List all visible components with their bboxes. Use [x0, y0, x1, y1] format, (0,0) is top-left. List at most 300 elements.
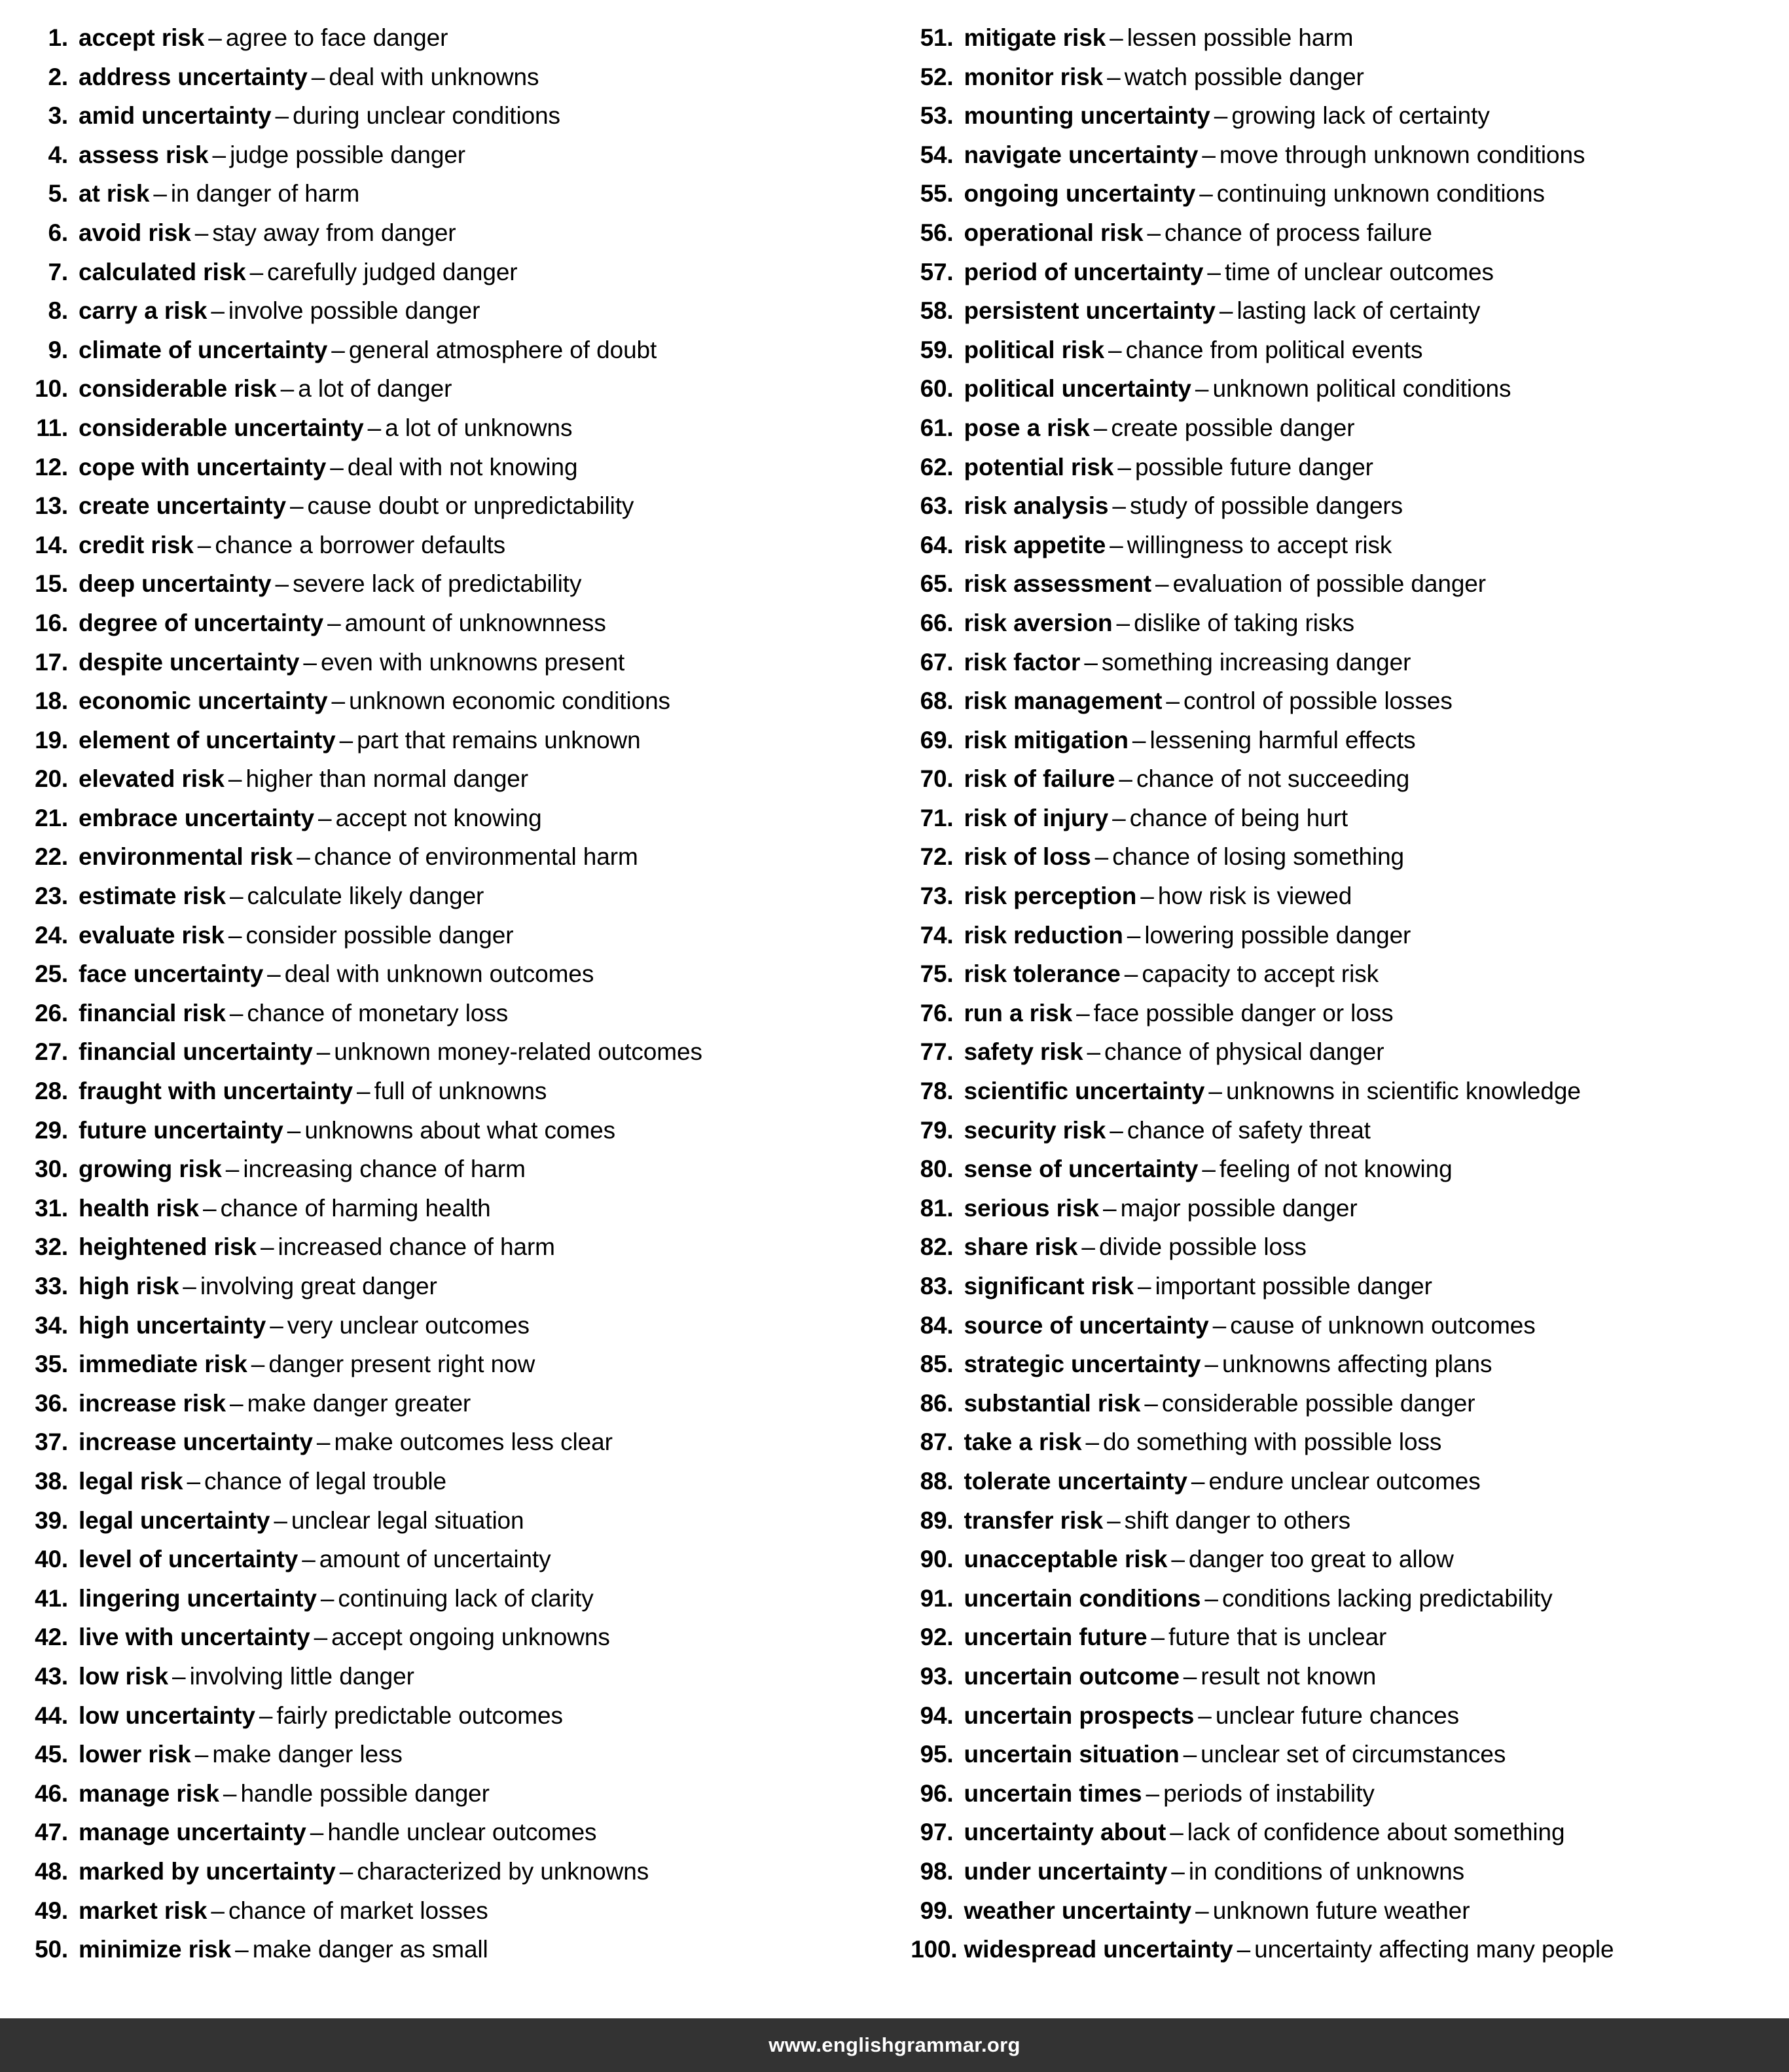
item-term: create uncertainty	[79, 492, 286, 520]
item-term: increase uncertainty	[79, 1428, 313, 1456]
item-definition: how risk is viewed	[1157, 882, 1352, 910]
item-term: high uncertainty	[79, 1311, 266, 1339]
item-separator: –	[223, 1779, 237, 1807]
item-definition: unknowns about what comes	[304, 1116, 615, 1144]
item-term: evaluate risk	[79, 921, 225, 949]
list-item	[908, 643, 1767, 682]
item-term: financial uncertainty	[79, 1038, 313, 1066]
item-definition: watch possible danger	[1124, 63, 1364, 90]
item-number: 82.	[920, 1233, 954, 1261]
item-term: persistent uncertainty	[964, 297, 1216, 325]
list-item	[908, 604, 1767, 643]
item-definition: chance a borrower defaults	[215, 531, 506, 558]
item-number: 51.	[920, 24, 954, 51]
list-item	[22, 1189, 882, 1228]
item-number: 26.	[35, 999, 68, 1027]
list-item	[22, 837, 882, 877]
item-term: monitor risk	[964, 63, 1104, 90]
item-separator: –	[197, 531, 211, 558]
item-number: 67.	[920, 648, 954, 676]
list-item	[908, 799, 1767, 838]
item-number: 62.	[920, 453, 954, 481]
item-definition: stay away from danger	[212, 219, 456, 246]
item-separator: –	[270, 1311, 283, 1339]
item-term: safety risk	[964, 1038, 1083, 1066]
item-separator: –	[339, 726, 353, 754]
item-number: 31.	[35, 1194, 68, 1222]
item-term: carry a risk	[79, 297, 208, 325]
item-term: uncertain outcome	[964, 1662, 1180, 1690]
item-term: uncertain prospects	[964, 1701, 1195, 1729]
item-definition: continuing unknown conditions	[1216, 180, 1545, 208]
item-term: low uncertainty	[79, 1701, 255, 1729]
site-url: www.englishgrammar.org	[768, 2033, 1021, 2056]
item-separator: –	[260, 1233, 274, 1261]
item-term: minimize risk	[79, 1936, 232, 1963]
list-item	[22, 253, 882, 292]
item-number: 89.	[920, 1506, 954, 1534]
item-definition: periods of instability	[1163, 1779, 1375, 1807]
item-definition: chance of environmental harm	[314, 843, 638, 871]
item-term: mitigate risk	[964, 24, 1106, 51]
item-definition: involving great danger	[200, 1273, 437, 1300]
item-number: 93.	[920, 1662, 954, 1690]
item-term: widespread uncertainty	[964, 1936, 1233, 1963]
item-separator: –	[208, 24, 222, 51]
item-number: 28.	[35, 1078, 68, 1105]
list-item	[22, 96, 882, 136]
item-term: embrace uncertainty	[79, 804, 315, 831]
item-number: 5.	[48, 180, 68, 208]
item-definition: accept ongoing unknowns	[331, 1624, 610, 1651]
item-separator: –	[1085, 1428, 1100, 1456]
item-number: 96.	[920, 1779, 954, 1807]
item-term: strategic uncertainty	[964, 1351, 1201, 1378]
item-definition: face possible danger or loss	[1093, 999, 1394, 1027]
item-separator: –	[1084, 648, 1098, 676]
list-item	[22, 486, 882, 526]
item-separator: –	[229, 882, 244, 910]
item-term: uncertainty about	[964, 1819, 1166, 1846]
item-definition: cause of unknown outcomes	[1230, 1311, 1536, 1339]
item-separator: –	[1147, 219, 1161, 246]
item-definition: do something with possible loss	[1103, 1428, 1442, 1456]
item-term: live with uncertainty	[79, 1624, 310, 1651]
item-separator: –	[314, 1624, 328, 1651]
item-definition: unknown economic conditions	[349, 687, 670, 715]
item-definition: fairly predictable outcomes	[276, 1701, 563, 1729]
list-item	[22, 526, 882, 565]
item-definition: divide possible loss	[1098, 1233, 1307, 1261]
item-term: growing risk	[79, 1155, 222, 1183]
item-term: political uncertainty	[964, 375, 1191, 403]
item-term: future uncertainty	[79, 1116, 283, 1144]
item-definition: increasing chance of harm	[243, 1155, 526, 1183]
list-item	[908, 1735, 1767, 1774]
item-number: 95.	[920, 1741, 954, 1768]
list-item	[22, 18, 882, 58]
item-number: 20.	[35, 765, 68, 793]
item-separator: –	[367, 414, 382, 441]
item-definition: growing lack of certainty	[1231, 102, 1490, 130]
list-item	[22, 1384, 882, 1423]
item-definition: part that remains unknown	[357, 726, 641, 754]
item-number: 43.	[35, 1662, 68, 1690]
item-separator: –	[194, 1741, 209, 1768]
item-number: 52.	[920, 63, 954, 90]
item-separator: –	[357, 1078, 370, 1105]
item-definition: lessen possible harm	[1127, 24, 1354, 51]
item-term: amid uncertainty	[79, 102, 272, 130]
item-separator: –	[1146, 1779, 1160, 1807]
item-definition: unclear legal situation	[291, 1506, 524, 1534]
item-term: risk appetite	[964, 531, 1106, 558]
item-separator: –	[1132, 726, 1146, 754]
item-definition: important possible danger	[1155, 1273, 1432, 1300]
item-separator: –	[1171, 1546, 1185, 1573]
item-definition: chance of being hurt	[1129, 804, 1348, 831]
item-separator: –	[1124, 960, 1138, 988]
item-definition: amount of unknownness	[344, 609, 606, 636]
item-definition: time of unclear outcomes	[1224, 258, 1494, 285]
list-item	[22, 877, 882, 916]
item-term: elevated risk	[79, 765, 225, 793]
list-item	[908, 369, 1767, 409]
list-item	[22, 916, 882, 955]
item-separator: –	[1183, 1662, 1197, 1690]
list-item	[908, 1462, 1767, 1501]
item-number: 25.	[35, 960, 68, 988]
item-separator: –	[275, 102, 289, 130]
item-separator: –	[274, 1506, 287, 1534]
list-item	[22, 1306, 882, 1345]
list-item	[908, 1306, 1767, 1345]
item-separator: –	[1214, 102, 1228, 130]
list-item	[908, 253, 1767, 292]
list-item	[908, 1189, 1767, 1228]
item-definition: chance of harming health	[220, 1194, 491, 1222]
item-term: level of uncertainty	[79, 1546, 298, 1573]
item-separator: –	[316, 1428, 331, 1456]
item-number: 24.	[35, 921, 68, 949]
item-separator: –	[1198, 1701, 1212, 1729]
item-definition: unknowns in scientific knowledge	[1226, 1078, 1581, 1105]
item-number: 10.	[35, 375, 68, 403]
item-definition: unknown money-related outcomes	[334, 1038, 702, 1066]
list-item	[22, 564, 882, 604]
item-definition: in conditions of unknowns	[1188, 1857, 1465, 1885]
list-item	[908, 291, 1767, 331]
item-definition: make danger greater	[247, 1389, 471, 1417]
item-number: 45.	[35, 1741, 68, 1768]
item-definition: lack of confidence about something	[1187, 1819, 1565, 1846]
item-definition: deal with unknown outcomes	[284, 960, 594, 988]
item-term: heightened risk	[79, 1233, 257, 1261]
item-term: risk perception	[964, 882, 1137, 910]
item-number: 23.	[35, 882, 68, 910]
item-separator: –	[228, 921, 242, 949]
list-item	[908, 916, 1767, 955]
item-definition: chance from political events	[1125, 336, 1423, 363]
column-left	[22, 18, 882, 2004]
item-term: legal uncertainty	[79, 1506, 270, 1534]
list-item	[22, 1579, 882, 1618]
item-number: 11.	[36, 414, 68, 441]
item-definition: chance of not succeeding	[1136, 765, 1410, 793]
item-term: risk reduction	[964, 921, 1123, 949]
item-separator: –	[1155, 570, 1169, 598]
item-number: 68.	[920, 687, 954, 715]
list-item	[908, 448, 1767, 487]
item-term: mounting uncertainty	[964, 102, 1210, 130]
item-definition: during unclear conditions	[293, 102, 560, 130]
item-number: 6.	[48, 219, 68, 246]
item-separator: –	[331, 687, 346, 715]
item-term: uncertain times	[964, 1779, 1142, 1807]
item-number: 35.	[35, 1351, 68, 1378]
item-definition: danger present right now	[268, 1351, 535, 1378]
list-item	[22, 58, 882, 97]
item-number: 59.	[920, 336, 954, 363]
item-number: 39.	[35, 1506, 68, 1534]
list-item	[908, 1813, 1767, 1852]
item-definition: very unclear outcomes	[287, 1311, 530, 1339]
item-number: 72.	[920, 843, 954, 871]
item-separator: –	[267, 960, 281, 988]
item-definition: chance of monetary loss	[247, 999, 509, 1027]
list-item	[908, 1501, 1767, 1540]
item-separator: –	[249, 258, 264, 285]
item-separator: –	[1107, 1506, 1121, 1534]
item-definition: carefully judged danger	[267, 258, 518, 285]
item-term: accept risk	[79, 24, 205, 51]
list-item	[908, 1852, 1767, 1891]
item-number: 84.	[920, 1311, 954, 1339]
item-definition: chance of losing something	[1112, 843, 1405, 871]
item-definition: agree to face danger	[225, 24, 448, 51]
item-number: 69.	[920, 726, 954, 754]
item-term: risk factor	[964, 648, 1081, 676]
item-definition: uncertainty affecting many people	[1254, 1936, 1614, 1963]
item-term: environmental risk	[79, 843, 293, 871]
item-definition: consider possible danger	[245, 921, 514, 949]
item-term: ongoing uncertainty	[964, 180, 1196, 208]
item-term: share risk	[964, 1233, 1078, 1261]
item-number: 92.	[920, 1624, 954, 1651]
item-number: 22.	[35, 843, 68, 871]
item-number: 87.	[920, 1428, 954, 1456]
item-separator: –	[225, 1155, 240, 1183]
item-separator: –	[320, 1584, 334, 1612]
item-term: avoid risk	[79, 219, 191, 246]
list-item	[22, 1501, 882, 1540]
list-item	[22, 759, 882, 799]
item-separator: –	[311, 63, 325, 90]
item-term: face uncertainty	[79, 960, 264, 988]
list-item	[908, 18, 1767, 58]
list-item	[908, 1227, 1767, 1267]
item-number: 81.	[920, 1194, 954, 1222]
item-number: 48.	[35, 1857, 68, 1885]
item-term: take a risk	[964, 1428, 1082, 1456]
item-definition: result not known	[1201, 1662, 1377, 1690]
item-term: lingering uncertainty	[79, 1584, 317, 1612]
item-term: at risk	[79, 180, 150, 208]
item-definition: shift danger to others	[1124, 1506, 1351, 1534]
item-definition: something increasing danger	[1101, 648, 1411, 676]
item-term: estimate risk	[79, 882, 226, 910]
item-number: 60.	[920, 375, 954, 403]
item-definition: make danger less	[212, 1741, 403, 1768]
item-definition: even with unknowns present	[320, 648, 625, 676]
footer-spacer	[0, 2004, 1789, 2018]
item-term: legal risk	[79, 1467, 183, 1495]
item-definition: lowering possible danger	[1144, 921, 1411, 949]
item-separator: –	[289, 492, 304, 520]
item-number: 94.	[920, 1701, 954, 1729]
item-definition: accept not knowing	[335, 804, 542, 831]
item-number: 19.	[35, 726, 68, 754]
item-number: 53.	[920, 102, 954, 130]
list-item	[908, 1032, 1767, 1072]
item-separator: –	[280, 375, 295, 403]
list-item	[908, 174, 1767, 213]
item-separator: –	[1119, 765, 1132, 793]
item-separator: –	[211, 1897, 225, 1924]
item-number: 44.	[35, 1701, 68, 1729]
list-item	[22, 799, 882, 838]
item-definition: evaluation of possible danger	[1172, 570, 1487, 598]
item-number: 49.	[35, 1897, 68, 1924]
item-term: low risk	[79, 1662, 168, 1690]
item-definition: continuing lack of clarity	[338, 1584, 594, 1612]
item-term: risk of failure	[964, 765, 1115, 793]
item-term: tolerate uncertainty	[964, 1467, 1187, 1495]
item-definition: unknown political conditions	[1212, 375, 1511, 403]
list-item	[22, 1072, 882, 1111]
column-right	[908, 18, 1767, 2004]
item-definition: deal with not knowing	[347, 453, 578, 481]
item-term: period of uncertainty	[964, 258, 1204, 285]
list-item	[22, 331, 882, 370]
item-separator: –	[1199, 180, 1213, 208]
item-number: 71.	[920, 804, 954, 831]
item-separator: –	[303, 648, 317, 676]
item-number: 100.	[911, 1936, 958, 1963]
list-item	[22, 1696, 882, 1736]
item-definition: higher than normal danger	[245, 765, 528, 793]
item-number: 64.	[920, 531, 954, 558]
item-separator: –	[287, 1116, 301, 1144]
item-definition: full of unknowns	[374, 1078, 547, 1105]
list-item	[22, 448, 882, 487]
item-term: immediate risk	[79, 1351, 247, 1378]
list-item	[908, 721, 1767, 760]
list-item	[22, 604, 882, 643]
list-item	[908, 1111, 1767, 1150]
list-item	[908, 1579, 1767, 1618]
item-separator: –	[1103, 1194, 1117, 1222]
item-number: 16.	[35, 609, 68, 636]
item-number: 61.	[920, 414, 954, 441]
item-term: scientific uncertainty	[964, 1078, 1205, 1105]
list-item	[22, 1032, 882, 1072]
item-number: 56.	[920, 219, 954, 246]
item-definition: danger too great to allow	[1188, 1546, 1454, 1573]
item-separator: –	[1183, 1741, 1197, 1768]
item-number: 65.	[920, 570, 954, 598]
item-term: manage risk	[79, 1779, 219, 1807]
item-number: 57.	[920, 258, 954, 285]
item-separator: –	[1081, 1233, 1095, 1261]
item-number: 9.	[48, 336, 68, 363]
item-separator: –	[1219, 297, 1233, 325]
item-number: 55.	[920, 180, 954, 208]
item-number: 8.	[48, 297, 68, 325]
list-item	[22, 1891, 882, 1931]
item-number: 98.	[920, 1857, 954, 1885]
item-definition: calculate likely danger	[247, 882, 484, 910]
item-term: operational risk	[964, 219, 1144, 246]
item-number: 14.	[35, 531, 68, 558]
item-number: 42.	[35, 1624, 68, 1651]
item-definition: make outcomes less clear	[334, 1428, 613, 1456]
item-term: source of uncertainty	[964, 1311, 1209, 1339]
item-separator: –	[235, 1936, 249, 1963]
list-item	[908, 1150, 1767, 1189]
item-term: sense of uncertainty	[964, 1155, 1199, 1183]
item-number: 18.	[35, 687, 68, 715]
item-term: market risk	[79, 1897, 208, 1924]
item-definition: in danger of harm	[170, 180, 360, 208]
list-item	[22, 643, 882, 682]
list-item	[908, 1072, 1767, 1111]
item-number: 37.	[35, 1428, 68, 1456]
item-definition: future that is unclear	[1168, 1624, 1387, 1651]
item-definition: chance of safety threat	[1127, 1116, 1371, 1144]
item-number: 13.	[35, 492, 68, 520]
item-separator: –	[1191, 1467, 1205, 1495]
item-term: marked by uncertainty	[79, 1857, 336, 1885]
item-separator: –	[327, 609, 341, 636]
list-item	[22, 1462, 882, 1501]
item-separator: –	[172, 1662, 186, 1690]
list-item	[908, 564, 1767, 604]
item-separator: –	[228, 765, 242, 793]
list-item	[22, 174, 882, 213]
item-definition: chance of physical danger	[1104, 1038, 1384, 1066]
item-separator: –	[1076, 999, 1090, 1027]
item-definition: severe lack of predictability	[293, 570, 582, 598]
item-term: potential risk	[964, 453, 1114, 481]
item-separator: –	[153, 180, 167, 208]
item-definition: a lot of danger	[298, 375, 452, 403]
item-number: 75.	[920, 960, 954, 988]
item-number: 27.	[35, 1038, 68, 1066]
item-term: risk of injury	[964, 804, 1109, 831]
item-number: 7.	[48, 258, 68, 285]
item-number: 63.	[920, 492, 954, 520]
list-item	[908, 1267, 1767, 1306]
item-term: considerable uncertainty	[79, 414, 364, 441]
list-item	[22, 994, 882, 1033]
item-term: degree of uncertainty	[79, 609, 324, 636]
item-term: under uncertainty	[964, 1857, 1168, 1885]
item-definition: unclear set of circumstances	[1201, 1741, 1506, 1768]
item-definition: chance of process failure	[1165, 219, 1432, 246]
item-number: 17.	[35, 648, 68, 676]
item-definition: handle possible danger	[240, 1779, 490, 1807]
